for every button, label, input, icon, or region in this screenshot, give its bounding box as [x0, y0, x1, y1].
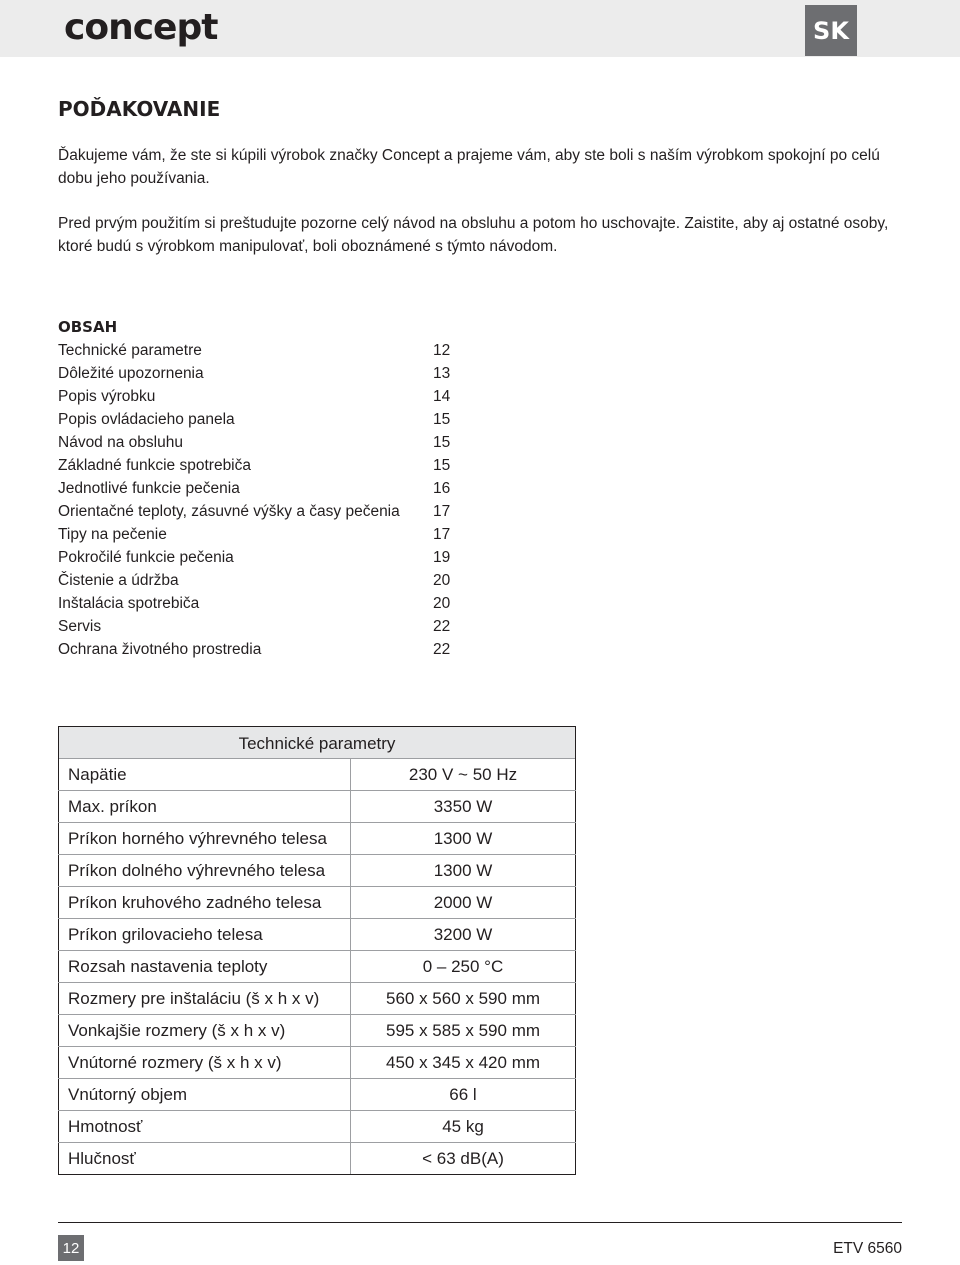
toc-item-page: 15: [433, 457, 451, 474]
toc-title: OBSAH: [58, 318, 118, 336]
spec-table-title: Technické parametry: [59, 727, 576, 759]
spec-value: 230 V ~ 50 Hz: [351, 759, 576, 791]
toc-item-page: 12: [433, 342, 451, 359]
toc-item-page: 17: [433, 503, 451, 520]
toc-item: [58, 454, 458, 477]
toc-item-page: 15: [433, 434, 451, 451]
toc-list: [58, 339, 458, 661]
intro-paragraph-2: Pred prvým použitím si preštudujte pozorne celý návod na obsluhu a potom ho uschovajte. Zaistite, aby aj ostatné osoby, ktoré budú s výrobkom manipulovať, boli oboznámené s týmto návodom.: [58, 215, 889, 255]
spec-label: Vnútorné rozmery (š x h x v): [59, 1047, 351, 1079]
spec-value: 595 x 585 x 590 mm: [351, 1015, 576, 1047]
spec-label: Napätie: [59, 759, 351, 791]
toc-item-label: Tipy na pečenie: [58, 526, 167, 543]
table-row: [59, 887, 576, 919]
section-title: POĎAKOVANIE: [58, 97, 221, 121]
table-of-contents: [58, 316, 458, 661]
toc-item-page: 16: [433, 480, 451, 497]
toc-item: [58, 339, 458, 362]
toc-item-label: Pokročilé funkcie pečenia: [58, 549, 234, 566]
toc-item-label: Popis výrobku: [58, 388, 156, 405]
toc-item-label: Základné funkcie spotrebiča: [58, 457, 252, 474]
language-badge: SK: [805, 5, 857, 56]
toc-item-page: 17: [433, 526, 451, 543]
spec-value: 450 x 345 x 420 mm: [351, 1047, 576, 1079]
toc-item-page: 22: [433, 641, 451, 658]
toc-item-page: 19: [433, 549, 451, 566]
spec-label: Rozsah nastavenia teploty: [59, 951, 351, 983]
page-number: 12: [58, 1235, 84, 1261]
toc-item-label: Servis: [58, 618, 102, 635]
toc-item: [58, 546, 458, 569]
toc-item: [58, 362, 458, 385]
toc-item-page: 15: [433, 411, 451, 428]
header-bar: [0, 0, 960, 57]
table-row: [59, 919, 576, 951]
spec-value: 66 l: [351, 1079, 576, 1111]
spec-label: Vonkajšie rozmery (š x h x v): [59, 1015, 351, 1047]
footer-divider: [58, 1222, 902, 1223]
spec-label: Rozmery pre inštaláciu (š x h x v): [59, 983, 351, 1015]
toc-item: [58, 431, 458, 454]
spec-label: Vnútorný objem: [59, 1079, 351, 1111]
table-row: [59, 1047, 576, 1079]
model-code: ETV 6560: [833, 1240, 902, 1257]
spec-value: 1300 W: [351, 855, 576, 887]
toc-item-label: Čistenie a údržba: [58, 572, 179, 589]
spec-label: Príkon kruhového zadného telesa: [59, 887, 351, 919]
toc-item: [58, 638, 458, 661]
toc-item-label: Popis ovládacieho panela: [58, 411, 235, 428]
spec-label: Max. príkon: [59, 791, 351, 823]
toc-item-label: Návod na obsluhu: [58, 434, 183, 451]
brand-logo: concept: [64, 7, 218, 48]
toc-item-label: Dôležité upozornenia: [58, 365, 204, 382]
toc-item-label: Jednotlivé funkcie pečenia: [58, 480, 240, 497]
table-row: [59, 759, 576, 791]
table-row: [59, 1015, 576, 1047]
toc-item: [58, 477, 458, 500]
toc-item: [58, 408, 458, 431]
toc-item-page: 14: [433, 388, 451, 405]
intro-paragraph-1: Ďakujeme vám, že ste si kúpili výrobok značky Concept a prajeme vám, aby ste boli s naším výrobkom spokojní po celú dobu jeho používania.: [58, 147, 880, 187]
toc-item: [58, 523, 458, 546]
toc-item-page: 20: [433, 572, 451, 589]
toc-item-page: 22: [433, 618, 451, 635]
table-row: [59, 1111, 576, 1143]
table-row: [59, 983, 576, 1015]
spec-label: Hmotnosť: [59, 1111, 351, 1143]
table-row: [59, 791, 576, 823]
toc-item: [58, 385, 458, 408]
table-row: [59, 823, 576, 855]
table-row: [59, 1143, 576, 1175]
spec-table-body: [59, 759, 576, 1175]
table-row: [59, 1079, 576, 1111]
table-row: [59, 951, 576, 983]
toc-item-page: 13: [433, 365, 451, 382]
spec-value: 45 kg: [351, 1111, 576, 1143]
spec-value: 2000 W: [351, 887, 576, 919]
spec-label: Príkon horného výhrevného telesa: [59, 823, 351, 855]
spec-value: < 63 dB(A): [351, 1143, 576, 1175]
toc-item: [58, 569, 458, 592]
toc-item-label: Inštalácia spotrebiča: [58, 595, 200, 612]
spec-label: Hlučnosť: [59, 1143, 351, 1175]
spec-value: 3200 W: [351, 919, 576, 951]
toc-item-label: Orientačné teploty, zásuvné výšky a časy pečenia: [58, 503, 400, 520]
spec-label: Príkon grilovacieho telesa: [59, 919, 351, 951]
toc-item: [58, 500, 458, 523]
toc-item: [58, 592, 458, 615]
spec-label: Príkon dolného výhrevného telesa: [59, 855, 351, 887]
spec-value: 3350 W: [351, 791, 576, 823]
table-row: [59, 855, 576, 887]
toc-item-label: Technické parametre: [58, 342, 202, 359]
spec-table: [58, 726, 576, 1175]
spec-value: 560 x 560 x 590 mm: [351, 983, 576, 1015]
toc-item: [58, 615, 458, 638]
toc-item-page: 20: [433, 595, 451, 612]
spec-value: 0 – 250 °C: [351, 951, 576, 983]
spec-value: 1300 W: [351, 823, 576, 855]
toc-item-label: Ochrana životného prostredia: [58, 641, 262, 658]
